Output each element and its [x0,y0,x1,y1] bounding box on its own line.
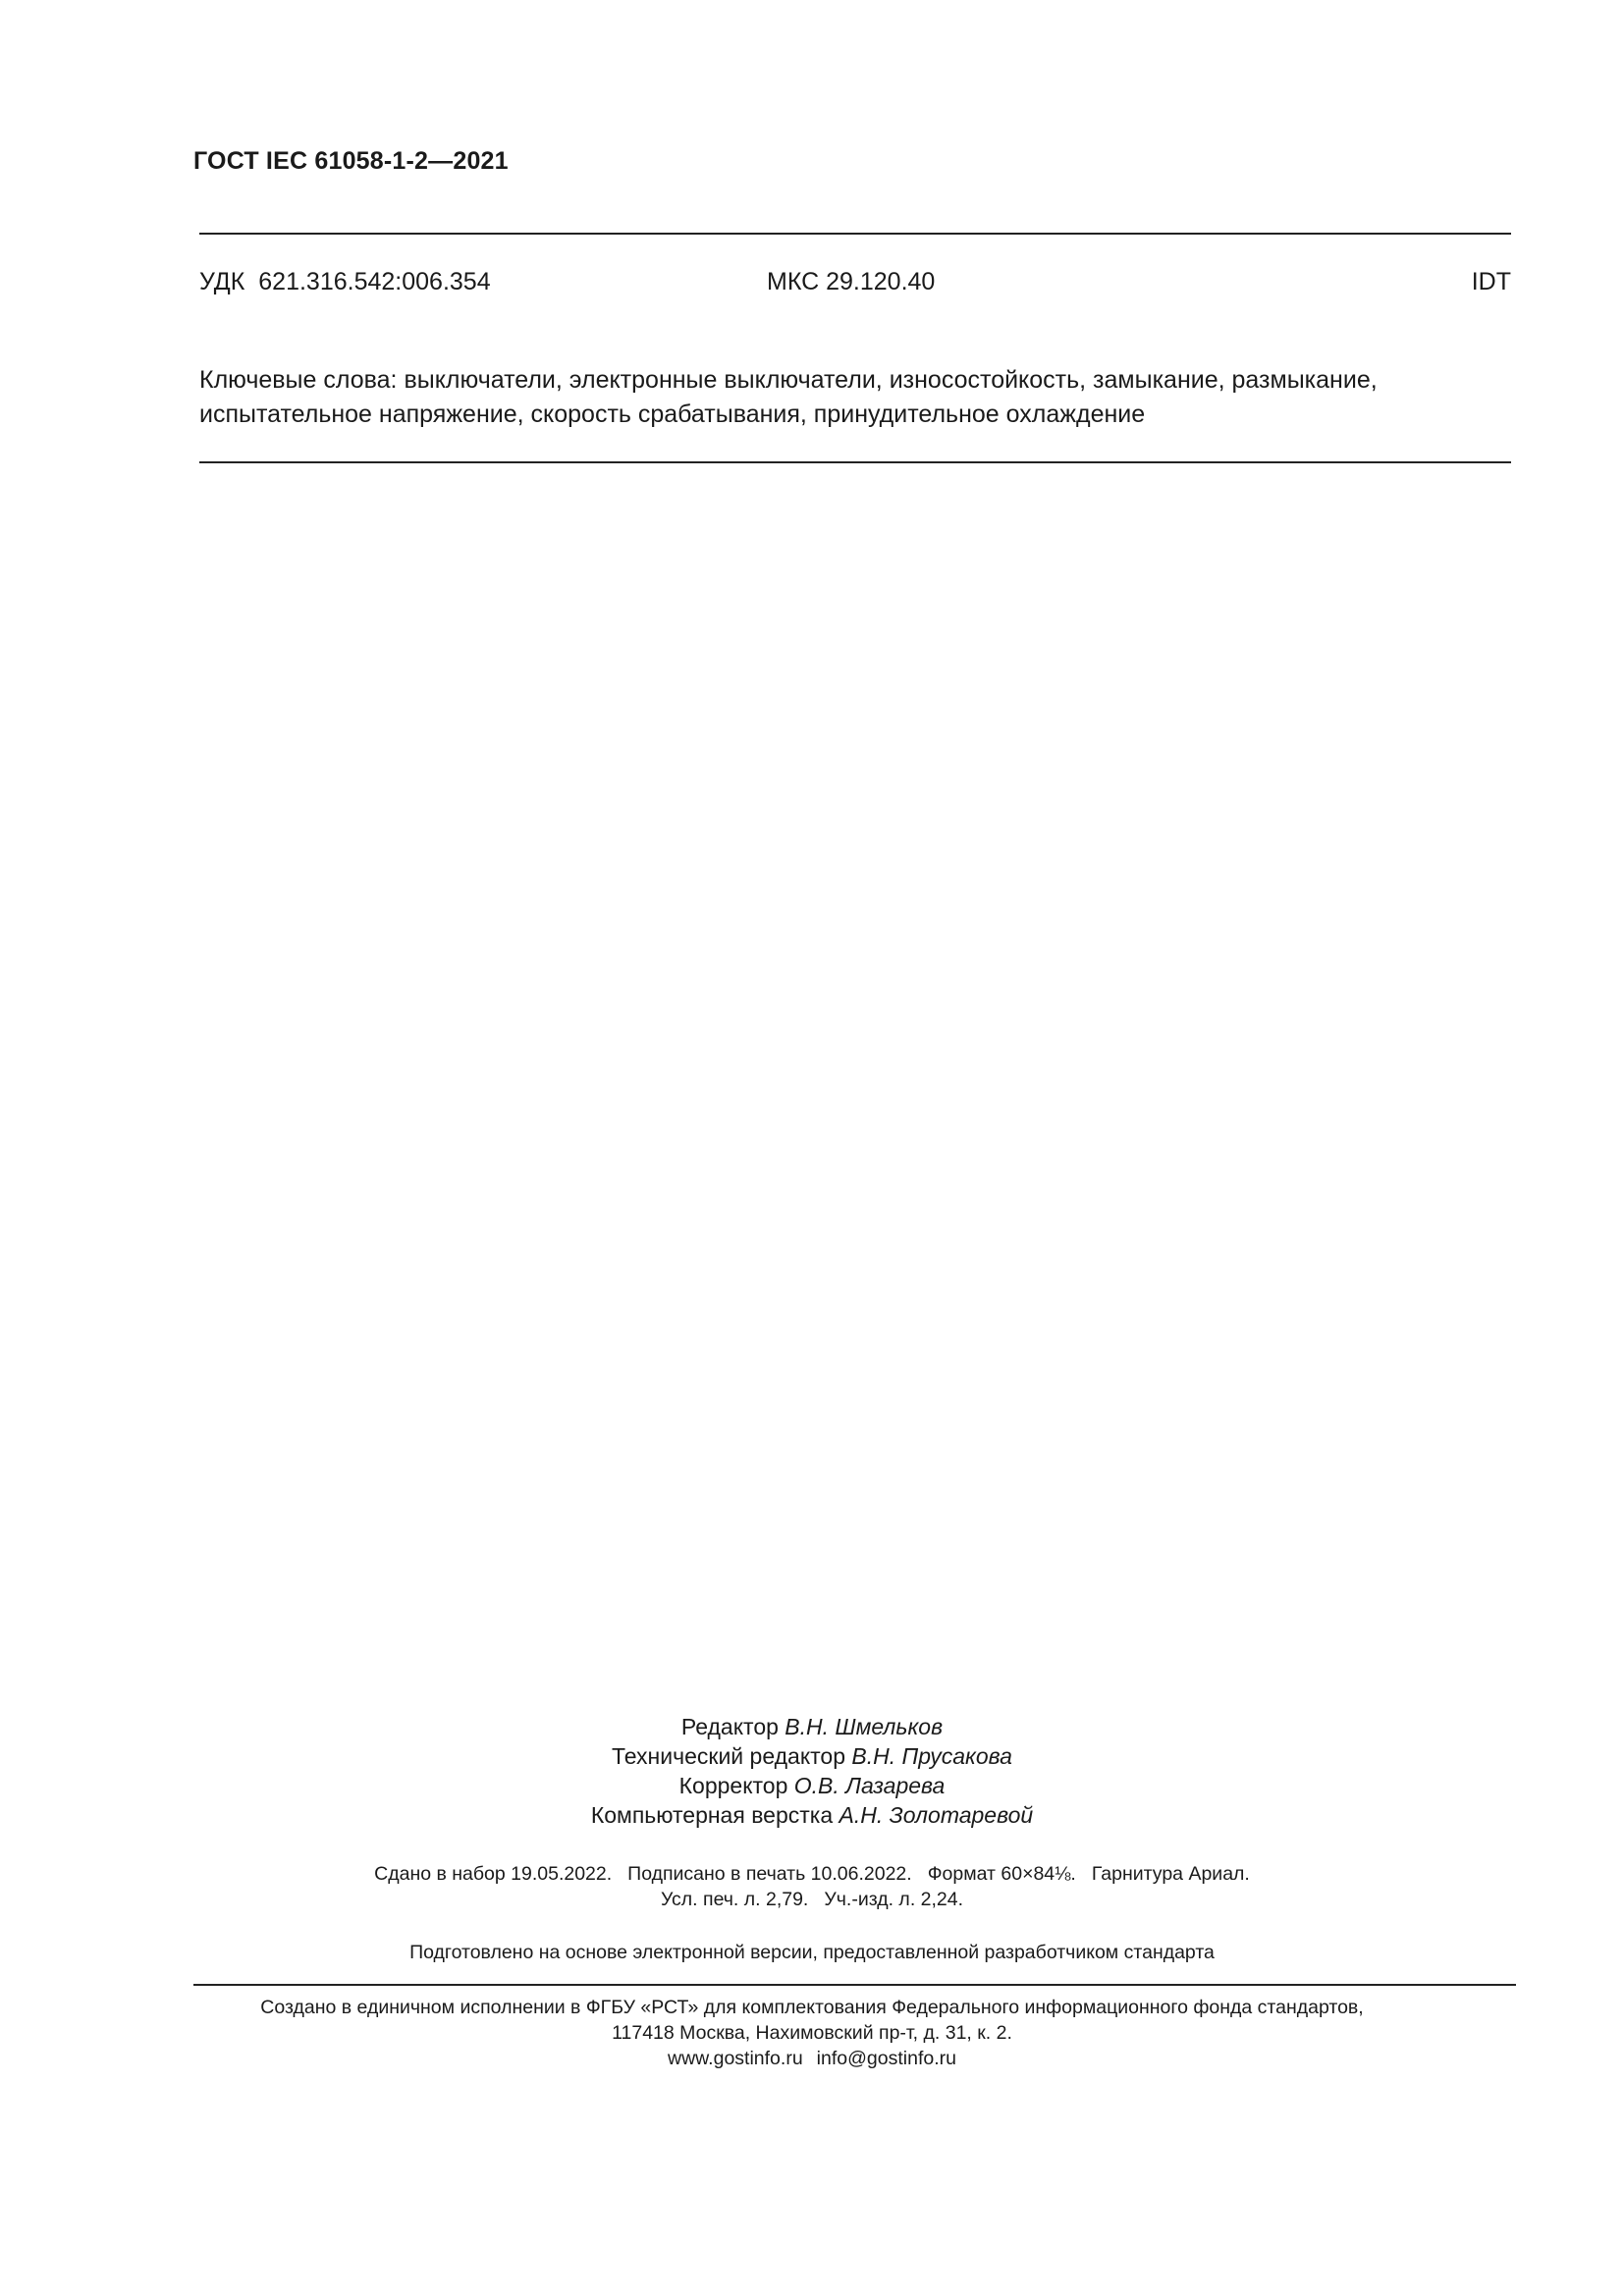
credit-name: В.Н. Шмельков [785,1714,944,1739]
print-info-line-1 [0,1861,1624,1887]
publisher-address: 117418 Москва, Нахимовский пр-т, д. 31, к. 2. [612,2022,1012,2044]
credit-name: В.Н. Прусакова [851,1743,1012,1769]
publisher-contacts [0,2046,1624,2071]
credit-role: Корректор [678,1773,788,1798]
keywords-line-2: испытательное напряжение, скорость срабатывания, принудительное охлаждение [199,400,1146,428]
publisher-block [0,1995,1624,2071]
ics-code: МКС 29.120.40 [767,268,936,295]
credit-layout [0,1800,1624,1830]
print-info-line-2 [0,1887,1624,1912]
typeface: Гарнитура Ариал. [1091,1863,1250,1885]
credit-proofreader [0,1771,1624,1800]
prepared-note: Подготовлено на основе электронной версии, предоставленной разработчиком стандарта [409,1942,1215,1963]
credit-role: Технический редактор [612,1743,846,1769]
credit-role: Редактор [680,1714,779,1739]
publisher-sheets: Уч.-изд. л. 2,24. [824,1889,964,1910]
udc-code [199,268,491,296]
credit-name: О.В. Лазарева [793,1773,946,1798]
print-info-block [0,1861,1624,1912]
udc-value: 621.316.542:006.354 [258,268,491,295]
printed-sheets: Усл. печ. л. 2,79. [660,1889,809,1910]
keywords-line-1: Ключевые слова: выключатели, электронные выключатели, износостойкость, замыкание, размыкание, [199,366,1378,394]
paper-format: Формат 60×84⅛. [927,1863,1076,1885]
classification-row [199,268,1511,301]
credit-role: Компьютерная верстка [590,1802,834,1828]
credit-name: А.Н. Золотаревой [839,1802,1034,1828]
top-divider [199,233,1511,235]
website-link[interactable]: www.gostinfo.ru [668,2048,803,2069]
credit-editor [0,1712,1624,1741]
submitted-date: Сдано в набор 19.05.2022. [374,1863,613,1885]
publisher-divider [193,1984,1516,1986]
udc-label: УДК [199,268,245,295]
signed-date: Подписано в печать 10.06.2022. [627,1863,912,1885]
publisher-line-1: Создано в единичном исполнении в ФГБУ «РСТ» для комплектования Федерального информационного фонда стандартов, [260,1997,1364,2018]
credit-tech-editor [0,1741,1624,1771]
credits-block [0,1712,1624,1830]
document-code: ГОСТ IEC 61058-1-2—2021 [193,147,509,175]
keywords-divider [199,461,1511,463]
equivalence-degree: IDT [1471,268,1511,295]
email-link[interactable]: info@gostinfo.ru [816,2048,956,2069]
keywords-block [199,363,1520,432]
